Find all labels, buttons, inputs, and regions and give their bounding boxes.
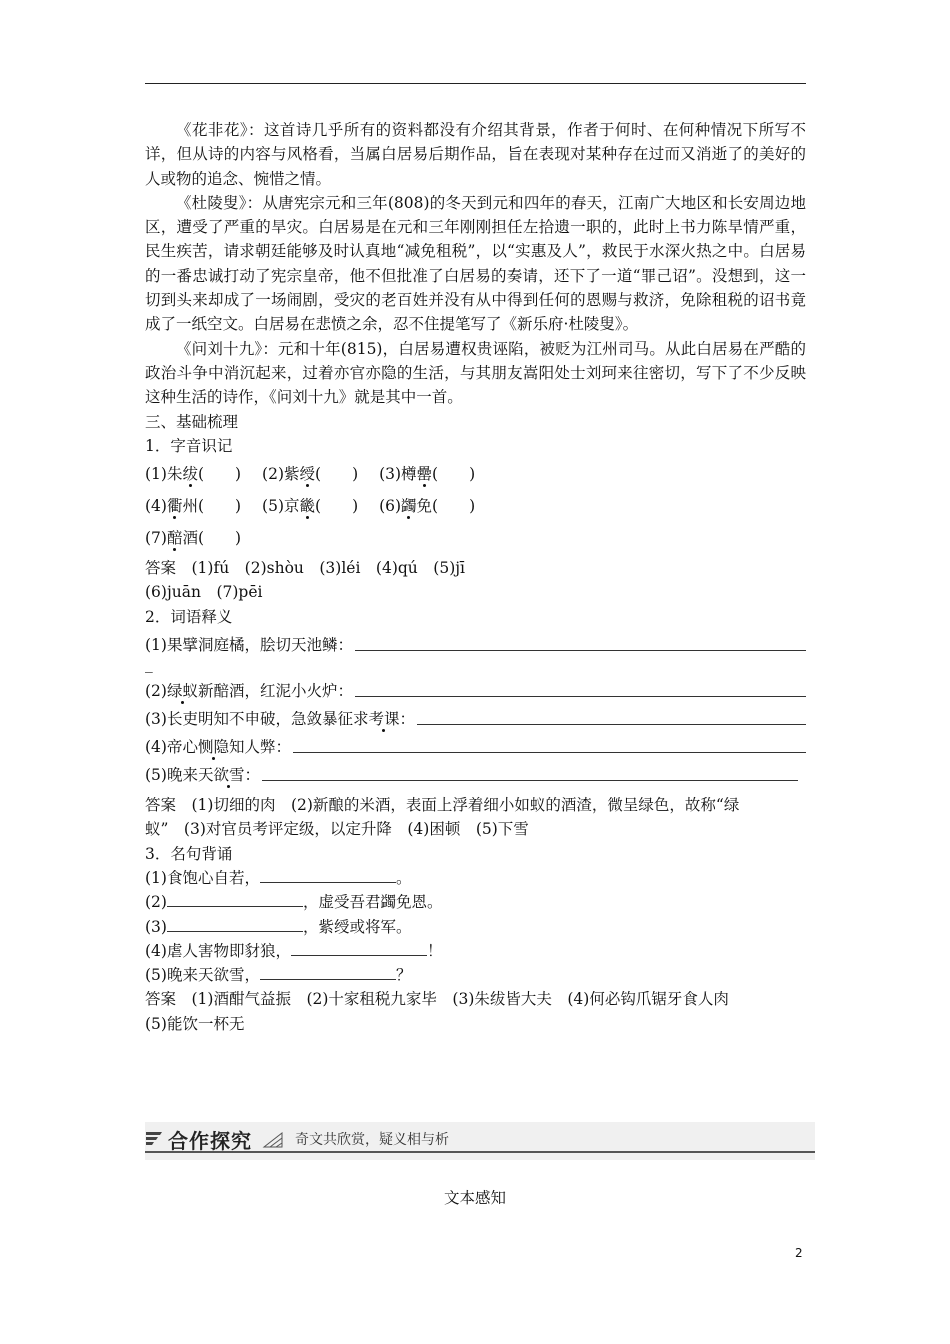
vocab-item-1: (1)果擘洞庭橘，脍切天池鳞： — [145, 629, 806, 657]
banner-title: 合作探究 — [168, 1129, 252, 1153]
answer-pronunciation-line-1: 答案 (1)fú (2)shòu (3)léi (4)qú (5)jī — [145, 559, 466, 578]
answer-blank[interactable] — [293, 752, 806, 753]
dotted-char: 绂 — [182, 465, 198, 484]
vocab-item-1-continuation: _ — [145, 655, 153, 674]
answer-blank[interactable] — [260, 965, 396, 980]
vocab-item-3: (3)长吏明知不申破，急敛暴征求考课： — [145, 703, 806, 731]
pronunciation-row-2: (4)衢州( ) (5)京畿( ) (6)蠲免( ) — [145, 497, 476, 516]
dotted-char: 绶 — [299, 465, 316, 484]
dotted-char: 醅 — [166, 529, 183, 548]
subheading-vocabulary: 2．词语释义 — [145, 607, 233, 626]
vocab-item-2: (2)绿蚁新醅酒，红泥小火炉： — [145, 675, 806, 703]
answer-blank[interactable] — [417, 724, 806, 725]
dotted-char: 衢 — [166, 497, 183, 516]
header-rule — [145, 83, 806, 84]
answer-blank[interactable] — [262, 780, 798, 781]
answer-vocabulary-line-2: 蚁” (3)对官员考评定级，以定升降 (4)困顿 (5)下雪 — [145, 820, 529, 839]
cooperative-inquiry-banner — [145, 1122, 815, 1160]
section-three-heading: 三、基础梳理 — [145, 412, 239, 431]
recite-item-5: (5)晚来天欲雪， ？ — [145, 966, 412, 985]
answer-blank[interactable] — [355, 696, 806, 697]
recite-item-2: (2) ，虚受吾君蠲免恩。 — [145, 893, 443, 912]
recite-item-1: (1)食饱心自若， 。 — [145, 868, 412, 887]
answer-pronunciation-line-2: (6)juān (7)pēi — [145, 583, 263, 602]
dotted-char: 蠲 — [401, 497, 417, 516]
answer-blank[interactable] — [167, 892, 303, 907]
vocab-item-4: (4)帝心恻隐知人弊： — [145, 731, 806, 759]
recite-item-4: (4)虐人害物即豺狼， ！ — [145, 941, 443, 960]
answer-recitation-line-2: (5)能饮一杯无 — [145, 1014, 245, 1033]
dotted-char: 畿 — [299, 497, 316, 516]
paragraph-hua-fei-hua: 《花非花》：这首诗几乎所有的资料都没有介绍其背景，作者于何时、在何种情况下所写不详，但从诗的内容与风格看，当属白居易后期作品，旨在表现对某种存在过而又消逝了的美好的人或物的追念、惋惜之情。 — [145, 121, 806, 188]
pronunciation-row-3: (7)醅酒( ) — [145, 529, 242, 548]
answer-blank[interactable] — [291, 941, 427, 956]
page-body — [145, 118, 806, 1036]
stripes-icon — [145, 1130, 163, 1148]
recite-item-3: (3) ，紫绶或将军。 — [145, 917, 412, 936]
vocab-item-5: (5)晚来天欲雪： — [145, 759, 798, 787]
answer-recitation-line-1: 答案 (1)酒酣气益振 (2)十家租税九家毕 (3)朱绂皆大夫 (4)何必钩爪锯牙食人肉 — [145, 990, 729, 1009]
subheading-recitation: 3．名句背诵 — [145, 844, 233, 863]
pronunciation-row-1: (1)朱绂( ) (2)紫绶( ) (3)樽罍( ) — [145, 465, 476, 484]
answer-blank[interactable] — [167, 917, 303, 932]
answer-vocabulary-line-1: 答案 (1)切细的肉 (2)新酿的米酒，表面上浮着细小如蚁的酒渣，微呈绿色，故称“绿 — [145, 796, 740, 815]
subheading-pronunciation: 1．字音识记 — [145, 436, 233, 455]
answer-blank[interactable] — [260, 868, 396, 883]
banner-subtitle: 奇文共欣赏，疑义相与析 — [295, 1132, 449, 1148]
answer-blank[interactable] — [355, 650, 806, 651]
section-heading-text-perception: 文本感知 — [443, 1189, 506, 1207]
paragraph-du-ling-sou: 《杜陵叟》：从唐宪宗元和三年(808)的冬天到元和四年的春天，江南广大地区和长安周边地区，遭受了严重的旱灾。白居易是在元和三年刚刚担任左拾遗一职的，此时上书力陈旱情严重，民生疾苦，请求朝廷能够及时认真地“减免租税”，以“实惠及人”，救民于水深火热之中。白居易的一番忠诚打动了宪宗皇帝，他不但批准了白居易的奏请，还下了一道“罪己诏”。没想到，这一切到头来却成了一场闹剧，受灾的老百姓并没有从中得到任何的恩赐与救济，免除租税的诏书竟成了一纸空文。白居易在悲愤之余，忍不住提笔写了《新乐府·杜陵叟》。 — [145, 193, 806, 334]
paragraph-wen-liu-shi-jiu: 《问刘十九》：元和十年(815)，白居易遭权贵诬陷，被贬为江州司马。从此白居易在严酷的政治斗争中消沉起来，过着亦官亦隐的生活，与其朋友嵩阳处士刘珂来往密切，写下了不少反映这种生活的诗作，《问刘十九》就是其中一首。 — [145, 339, 806, 407]
page-number: 2 — [795, 1246, 803, 1260]
dotted-char: 罍 — [416, 465, 433, 484]
slanted-lines-icon — [262, 1132, 284, 1148]
